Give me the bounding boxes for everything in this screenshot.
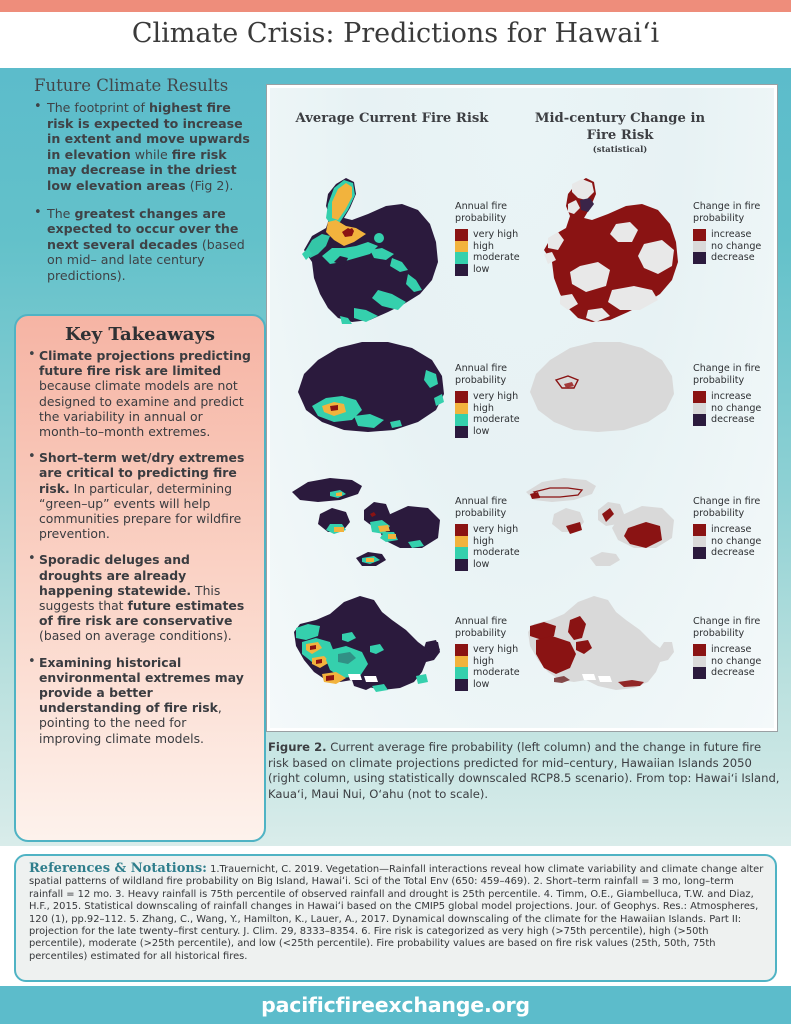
footer-url-text: pacificfireexchange.org: [261, 993, 530, 1017]
legend-item: [693, 656, 761, 668]
legend-item: [455, 403, 520, 415]
legend-label: decrease: [711, 547, 755, 559]
future-climate-bullet-list: [14, 100, 266, 284]
figure-caption-text: Current average fire probability (left column) and the change in future fire risk based on climate projections predicted for mid–century, Hawaiian Islands 2050 (right column, using statistically downscaled RCP8.5 scenario). From top: Hawaiʻi Island, Kauaʻi, Maui Nui, Oʻahu (not to scale).: [268, 740, 780, 801]
legend-rows: [455, 229, 520, 275]
legend-label: decrease: [711, 667, 755, 679]
legend-annual-fire-probability-row4: [455, 616, 520, 691]
legend-rows: [693, 524, 761, 559]
figure-column-title-right-main: Mid-century Change in Fire Risk: [534, 111, 706, 143]
legend-swatch: [693, 414, 706, 426]
legend-swatch: [693, 524, 706, 536]
map-oahu-current: [286, 590, 462, 700]
legend-title: Annual fire probability: [455, 616, 508, 639]
legend-rows: [455, 524, 520, 570]
figure-column-title-right-sub: (statistical): [592, 144, 648, 154]
legend-item: [455, 667, 520, 679]
legend-item: [455, 547, 520, 559]
legend-item: [455, 536, 520, 548]
legend-annual-fire-probability-row1: [455, 201, 520, 276]
legend-swatch: [455, 391, 468, 403]
legend-label: very high: [473, 391, 519, 403]
legend-item: [455, 241, 520, 253]
map-hawaii-island-current: [282, 170, 452, 330]
bullet-text: The footprint of: [47, 100, 149, 115]
bullet-item: [28, 348, 252, 439]
legend-swatch: [693, 656, 706, 668]
legend-swatch: [693, 252, 706, 264]
legend-label: high: [473, 402, 494, 414]
legend-swatch: [455, 403, 468, 415]
bullet-text: The: [47, 205, 75, 221]
legend-swatch: [455, 547, 468, 559]
legend-swatch: [455, 559, 468, 571]
legend-label: no change: [711, 655, 762, 667]
legend-change-fire-probability-row4: [693, 616, 761, 679]
legend-swatch: [693, 403, 706, 415]
bullet-item: [28, 655, 252, 746]
legend-label: moderate: [473, 414, 520, 426]
legend-item: [455, 252, 520, 264]
legend-title: Change in fire probability: [693, 616, 761, 639]
legend-swatch: [693, 667, 706, 679]
legend-title: Change in fire probability: [693, 496, 761, 519]
footer-url-bar[interactable]: [0, 986, 791, 1024]
legend-item: [693, 414, 761, 426]
legend-annual-fire-probability-row2: [455, 363, 520, 438]
legend-item: [693, 524, 761, 536]
legend-item: [455, 524, 520, 536]
figure-caption-label: Figure 2.: [268, 740, 327, 754]
legend-item: [455, 264, 520, 276]
legend-swatch: [455, 241, 468, 253]
legend-swatch: [455, 264, 468, 276]
legend-swatch: [455, 252, 468, 264]
legend-change-fire-probability-row1: [693, 201, 761, 264]
bullet-item: [28, 552, 252, 643]
legend-item: [455, 656, 520, 668]
bullet-text: (based on average conditions).: [39, 628, 232, 644]
legend-item: [693, 391, 761, 403]
figure-2-panel: [266, 84, 778, 732]
legend-item: [455, 679, 520, 691]
legend-item: [693, 644, 761, 656]
legend-rows: [693, 391, 761, 426]
bullet-item: [34, 206, 260, 284]
bullet-emphasis: Climate projections predicting future fire risk are limited: [39, 348, 251, 379]
legend-label: moderate: [473, 252, 520, 264]
bullet-text: This suggests that: [39, 582, 221, 614]
top-accent-bar: [0, 0, 791, 12]
legend-label: high: [473, 655, 494, 667]
legend-item: [693, 241, 761, 253]
key-takeaways-bullet-list: [16, 348, 264, 746]
legend-label: no change: [711, 535, 762, 547]
legend-label: increase: [711, 524, 752, 536]
references-body: 1.Trauernicht, C. 2019. Vegetation—Rainfall interactions reveal how climate variability and climate change alter spatial patterns of wildland fire probability on Big Island, Hawaiʻi. Sci of the Total Env (650: 459–469). 2. Short–term rainfall = 3 mo, long–term rainfall = 12 mo. 3. Heavy rainfall is 75th percentile of observed rainfall and drought is 25th percentile. 4. Timm, O.E., Giambelluca, T.W. and Diaz, H.F., 2015. Statistical downscaling of rainfall changes in Hawaiʻi based on the CMIP5 global model projections. Jour. of Geophys. Res.: Atmospheres, 120 (1), pp.92–112. 5. Zhang, C., Wang, Y., Hamilton, K., Lauer, A., 2017. Dynamical downscaling of the climate for the Hawaiian Islands. Part II: projection for the late twenty–first century. J. Clim. 29, 8333–8354. 6. Fire risk is categorized as very high (>75th percentile), high (>50th percentile), moderate (>25th percentile), and low (<25th percentile). Fire probability values are based on fire risk values (25th, 50th, 75th percentiles) estimated for all historical fires.: [29, 864, 764, 962]
legend-annual-fire-probability-row3: [455, 496, 520, 571]
bullet-emphasis: fire risk may decrease in the driest low elevation areas: [47, 146, 237, 193]
legend-title: Change in fire probability: [693, 363, 761, 386]
legend-swatch: [693, 536, 706, 548]
map-oahu-change: [520, 590, 686, 700]
bullet-emphasis: greatest changes are expected to occur over the next several decades: [47, 205, 239, 252]
key-takeaways-title: Key Takeaways: [64, 324, 216, 345]
map-hawaii-island-change: [524, 170, 684, 330]
legend-label: no change: [711, 240, 762, 252]
references-box: [14, 854, 777, 982]
legend-swatch: [455, 426, 468, 438]
legend-swatch: [455, 679, 468, 691]
legend-label: no change: [711, 402, 762, 414]
bullet-emphasis: Short–term wet/dry extremes are critical to predicting fire risk.: [39, 450, 245, 496]
bullet-text: because climate models are not designed to examine and predict the variability in annual or month–to–month extremes.: [39, 378, 244, 440]
legend-title: Annual fire probability: [455, 363, 508, 386]
legend-label: very high: [473, 524, 519, 536]
bullet-text: while: [130, 146, 172, 162]
legend-label: very high: [473, 644, 519, 656]
legend-swatch: [693, 229, 706, 241]
legend-change-fire-probability-row3: [693, 496, 761, 559]
legend-label: decrease: [711, 414, 755, 426]
bullet-emphasis: Examining historical environmental extremes may provide a better understanding of fire risk: [39, 654, 244, 716]
legend-rows: [455, 644, 520, 690]
legend-item: [693, 252, 761, 264]
legend-label: high: [473, 535, 494, 547]
legend-item: [693, 547, 761, 559]
legend-title: Annual fire probability: [455, 496, 508, 519]
legend-item: [455, 391, 520, 403]
legend-label: moderate: [473, 547, 520, 559]
legend-swatch: [455, 536, 468, 548]
legend-title: Annual fire probability: [455, 201, 508, 224]
map-maui-nui-change: [520, 470, 686, 574]
legend-item: [455, 414, 520, 426]
legend-item: [693, 403, 761, 415]
legend-label: increase: [711, 644, 752, 656]
figure-column-title-right: [520, 110, 720, 155]
page-title: Climate Crisis: Predictions for Hawaiʻi: [131, 18, 660, 49]
map-kauai-current: [286, 336, 462, 444]
figure-caption: [268, 740, 780, 802]
legend-swatch: [693, 391, 706, 403]
bullet-emphasis: Sporadic deluges and droughts are already happening statewide.: [39, 552, 192, 598]
map-maui-nui-current: [286, 470, 462, 574]
legend-label: decrease: [711, 252, 755, 264]
section-heading-future-climate-results: Future Climate Results: [34, 76, 229, 95]
legend-label: low: [473, 426, 490, 438]
legend-label: high: [473, 240, 494, 252]
legend-swatch: [455, 414, 468, 426]
bullet-text: (Fig 2).: [185, 177, 234, 193]
legend-label: increase: [711, 391, 752, 403]
bullet-item: [28, 450, 252, 541]
legend-rows: [693, 229, 761, 264]
legend-rows: [693, 644, 761, 679]
legend-item: [455, 644, 520, 656]
legend-label: moderate: [473, 667, 520, 679]
legend-item: [693, 229, 761, 241]
bullet-text: (based on mid– and late century predictions).: [47, 236, 245, 283]
legend-swatch: [455, 656, 468, 668]
bullet-item: [34, 100, 260, 194]
legend-swatch: [693, 547, 706, 559]
legend-label: low: [473, 264, 490, 276]
legend-swatch: [455, 667, 468, 679]
bullet-emphasis: future estimates of fire risk are conservative: [39, 598, 245, 629]
figure-canvas: [270, 88, 774, 728]
legend-item: [693, 536, 761, 548]
legend-label: low: [473, 679, 490, 691]
legend-swatch: [693, 241, 706, 253]
legend-label: very high: [473, 229, 519, 241]
figure-column-title-left: Average Current Fire Risk: [295, 111, 489, 126]
legend-swatch: [455, 229, 468, 241]
legend-swatch: [455, 644, 468, 656]
legend-change-fire-probability-row2: [693, 363, 761, 426]
references-title: References & Notations:: [29, 861, 207, 876]
legend-title: Change in fire probability: [693, 201, 761, 224]
map-kauai-change: [520, 336, 686, 444]
key-takeaways-card: [14, 314, 266, 842]
legend-label: increase: [711, 229, 752, 241]
bullet-text: In particular, determining “green–up” events will help communities prepare for wildfire prevention.: [39, 480, 242, 542]
legend-label: low: [473, 559, 490, 571]
legend-item: [693, 667, 761, 679]
legend-swatch: [693, 644, 706, 656]
legend-swatch: [455, 524, 468, 536]
legend-item: [455, 229, 520, 241]
bullet-text: , pointing to the need for improving climate models.: [39, 700, 222, 746]
bullet-emphasis: highest fire risk is expected to increase in extent and move upwards in elevation: [47, 100, 250, 162]
legend-item: [455, 426, 520, 438]
legend-item: [455, 559, 520, 571]
legend-rows: [455, 391, 520, 437]
